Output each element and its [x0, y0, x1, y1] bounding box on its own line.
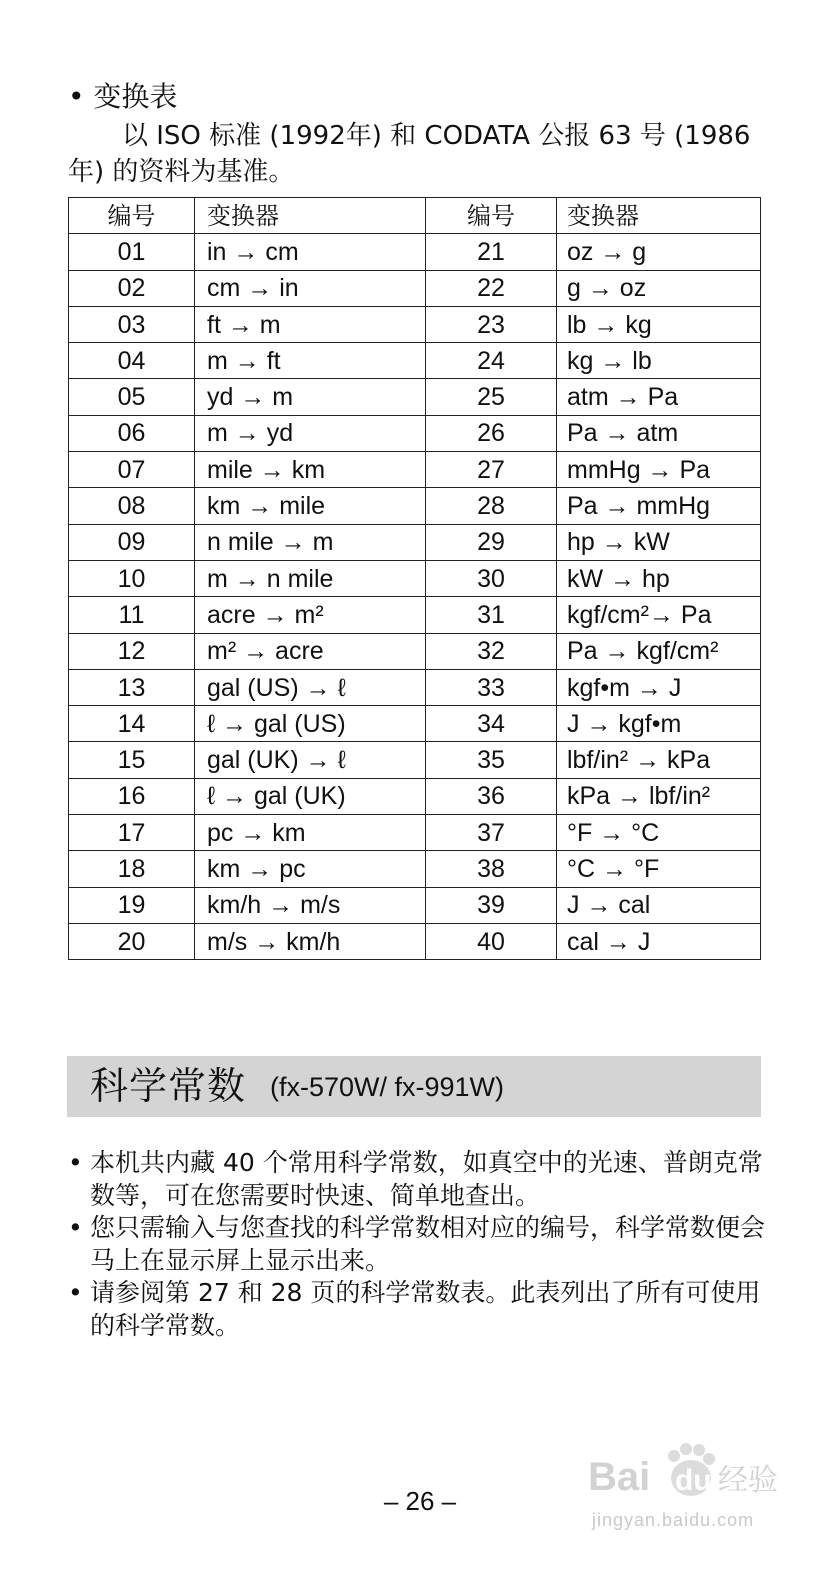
row-number-2: 29	[426, 524, 557, 560]
row-number: 05	[69, 379, 195, 415]
row-converter-2: °F → °C	[557, 815, 761, 851]
row-number: 20	[69, 923, 195, 959]
table-row	[69, 633, 761, 669]
row-converter-2: kgf•m → J	[557, 669, 761, 705]
row-converter: km → mile	[195, 488, 426, 524]
row-converter: ft → m	[195, 306, 426, 342]
row-converter-2: kg → lb	[557, 343, 761, 379]
row-converter: ℓ → gal (US)	[195, 706, 426, 742]
row-number: 16	[69, 778, 195, 814]
bullet-icon: •	[68, 1213, 83, 1242]
table-row	[69, 560, 761, 596]
bullet-item	[68, 1277, 768, 1342]
svg-text:Bai: Bai	[588, 1455, 651, 1499]
table-row	[69, 706, 761, 742]
row-number-2: 34	[426, 706, 557, 742]
header-number: 编号	[69, 198, 195, 234]
bullet-icon: •	[68, 1148, 83, 1177]
table-row	[69, 851, 761, 887]
row-converter: gal (UK) → ℓ	[195, 742, 426, 778]
row-number-2: 27	[426, 452, 557, 488]
table-row	[69, 379, 761, 415]
row-converter-2: lbf/in² → kPa	[557, 742, 761, 778]
table-row	[69, 343, 761, 379]
row-number: 11	[69, 597, 195, 633]
svg-text:经验: 经验	[718, 1463, 778, 1498]
header-number-2: 编号	[426, 198, 557, 234]
bullet-text: 您只需输入与您查找的科学常数相对应的编号，科学常数便会马上在显示屏上显示出来。	[90, 1213, 766, 1275]
row-number: 15	[69, 742, 195, 778]
row-converter: yd → m	[195, 379, 426, 415]
row-number-2: 28	[426, 488, 557, 524]
bullet-item	[68, 1147, 768, 1212]
row-converter-2: oz → g	[557, 234, 761, 270]
table-row	[69, 669, 761, 705]
row-converter: m/s → km/h	[195, 923, 426, 959]
bullet-text: 本机共内藏 40 个常用科学常数，如真空中的光速、普朗克常数等，可在您需要时快速、简单地查出。	[90, 1148, 763, 1210]
row-converter: pc → km	[195, 815, 426, 851]
table-header-row	[69, 198, 761, 234]
row-converter: m → ft	[195, 343, 426, 379]
row-converter-2: atm → Pa	[557, 379, 761, 415]
row-converter: cm → in	[195, 270, 426, 306]
table-row	[69, 778, 761, 814]
conversion-intro: 以 ISO 标准 (1992年) 和 CODATA 公报 63 号 (1986年) 的资料为基准。	[68, 121, 751, 187]
row-converter-2: Pa → mmHg	[557, 488, 761, 524]
row-converter-2: J → kgf•m	[557, 706, 761, 742]
page-number: – 26 –	[383, 1486, 457, 1516]
table-row	[69, 306, 761, 342]
row-converter-2: kPa → lbf/in²	[557, 778, 761, 814]
table-row	[69, 524, 761, 560]
row-number-2: 35	[426, 742, 557, 778]
row-number: 12	[69, 633, 195, 669]
row-number-2: 36	[426, 778, 557, 814]
row-number-2: 40	[426, 923, 557, 959]
table-row	[69, 234, 761, 270]
row-number-2: 23	[426, 306, 557, 342]
row-number-2: 22	[426, 270, 557, 306]
row-number-2: 39	[426, 887, 557, 923]
row-number: 08	[69, 488, 195, 524]
bullet-text: 请参阅第 27 和 28 页的科学常数表。此表列出了所有可使用的科学常数。	[90, 1278, 761, 1340]
row-number-2: 32	[426, 633, 557, 669]
row-converter-2: cal → J	[557, 923, 761, 959]
row-converter: gal (US) → ℓ	[195, 669, 426, 705]
row-number: 18	[69, 851, 195, 887]
row-number: 10	[69, 560, 195, 596]
row-converter: acre → m²	[195, 597, 426, 633]
row-number-2: 38	[426, 851, 557, 887]
row-converter-2: g → oz	[557, 270, 761, 306]
row-converter: km → pc	[195, 851, 426, 887]
row-converter-2: hp → kW	[557, 524, 761, 560]
row-number-2: 33	[426, 669, 557, 705]
row-number-2: 25	[426, 379, 557, 415]
constants-subtitle: (fx-570W/ fx-991W)	[270, 1072, 505, 1102]
row-number-2: 26	[426, 415, 557, 451]
table-row	[69, 887, 761, 923]
row-converter: ℓ → gal (UK)	[195, 778, 426, 814]
row-converter-2: kgf/cm²→ Pa	[557, 597, 761, 633]
row-converter-2: kW → hp	[557, 560, 761, 596]
table-row	[69, 815, 761, 851]
row-converter: m → n mile	[195, 560, 426, 596]
table-row	[69, 923, 761, 959]
row-number-2: 24	[426, 343, 557, 379]
constants-title: 科学常数	[90, 1064, 247, 1108]
constants-bullets	[68, 1147, 768, 1342]
bullet-icon: •	[68, 1278, 83, 1307]
row-converter: km/h → m/s	[195, 887, 426, 923]
watermark-url: jingyan.baidu.com	[592, 1510, 755, 1530]
table-row	[69, 415, 761, 451]
row-number: 03	[69, 306, 195, 342]
row-converter: m → yd	[195, 415, 426, 451]
row-number: 07	[69, 452, 195, 488]
table-row	[69, 742, 761, 778]
conversion-table	[68, 197, 761, 960]
row-converter-2: Pa → kgf/cm²	[557, 633, 761, 669]
row-number-2: 30	[426, 560, 557, 596]
table-row	[69, 270, 761, 306]
row-converter: mile → km	[195, 452, 426, 488]
conversion-heading: • 变换表	[68, 80, 178, 113]
row-number: 17	[69, 815, 195, 851]
row-number: 02	[69, 270, 195, 306]
row-number: 04	[69, 343, 195, 379]
table-row	[69, 452, 761, 488]
row-converter: n mile → m	[195, 524, 426, 560]
row-converter-2: Pa → atm	[557, 415, 761, 451]
svg-text:du: du	[675, 1464, 712, 1497]
row-converter: m² → acre	[195, 633, 426, 669]
row-converter-2: lb → kg	[557, 306, 761, 342]
row-converter-2: °C → °F	[557, 851, 761, 887]
header-converter: 变换器	[195, 198, 426, 234]
row-number: 13	[69, 669, 195, 705]
row-converter-2: J → cal	[557, 887, 761, 923]
row-converter: in → cm	[195, 234, 426, 270]
row-number-2: 31	[426, 597, 557, 633]
table-row	[69, 597, 761, 633]
row-converter-2: mmHg → Pa	[557, 452, 761, 488]
row-number: 14	[69, 706, 195, 742]
table-row	[69, 488, 761, 524]
row-number: 19	[69, 887, 195, 923]
row-number: 01	[69, 234, 195, 270]
baidu-watermark-logo	[586, 1438, 782, 1518]
row-number-2: 21	[426, 234, 557, 270]
row-number-2: 37	[426, 815, 557, 851]
row-number: 09	[69, 524, 195, 560]
header-converter-2: 变换器	[557, 198, 761, 234]
bullet-item	[68, 1212, 768, 1277]
row-number: 06	[69, 415, 195, 451]
